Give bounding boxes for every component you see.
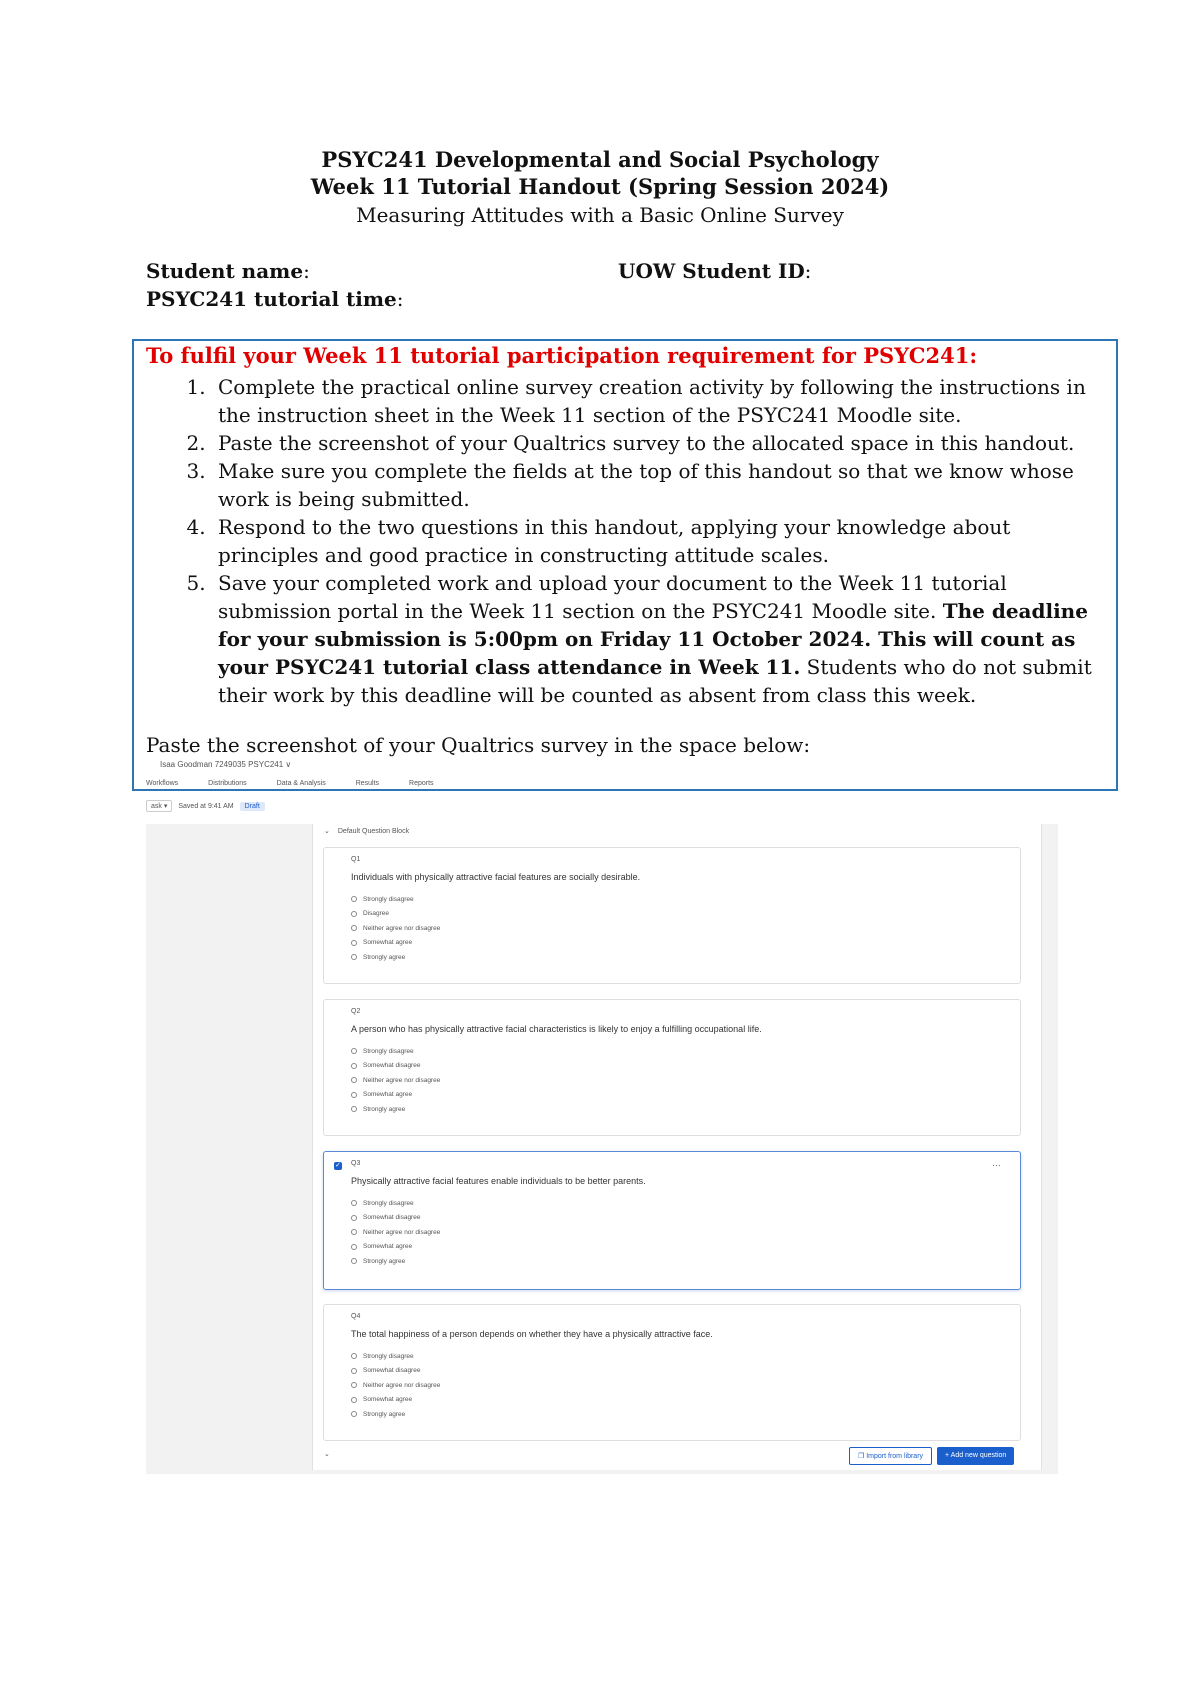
instruction-list [146,373,1102,709]
survey-nav-tabs [146,780,434,787]
import-button-label: Import from library [866,1453,924,1460]
choice-item[interactable] [351,1044,440,1059]
deadline-text: The deadline for your submission is 5:00pm on Friday 11 October 2024. This will count as your PSYC241 tutorial class attendance in Week 11. [218,599,1088,679]
saved-status: Saved at 9:41 AM [178,802,234,810]
question-number: Q3 [351,1160,361,1167]
radio-icon[interactable] [351,911,357,917]
choice-item[interactable] [351,1364,440,1379]
choice-item[interactable] [351,892,440,907]
tutorial-time-field [146,287,404,311]
choice-label: Somewhat disagree [363,1214,421,1222]
choice-label: Neither agree nor disagree [363,924,441,932]
instruction-item [212,569,1102,709]
choice-item[interactable] [351,1349,440,1364]
choice-label: Somewhat agree [363,1243,413,1251]
instruction-title: To fulfil your Week 11 tutorial participation requirement for PSYC241: [146,343,978,368]
instruction-box [132,339,1118,791]
choice-item[interactable] [351,1102,440,1117]
radio-icon[interactable] [351,1092,357,1098]
instruction-item: 3. Make sure you complete the fields at the top of this handout so that we know whose work is being submitted. [212,457,1102,513]
choice-list [351,892,440,965]
choice-label: Strongly agree [363,1410,406,1418]
choice-label: Somewhat agree [363,1091,413,1099]
choice-item[interactable] [351,1211,440,1226]
choice-label: Strongly disagree [363,895,414,903]
instruction-item: 4. Respond to the two questions in this handout, applying your knowledge about principles and good practice in constructing attitude scales. [212,513,1102,569]
radio-icon[interactable] [351,1215,357,1221]
choice-label: Strongly disagree [363,1047,414,1055]
choice-item[interactable] [351,936,440,951]
add-new-question-button[interactable]: + Add new question [937,1447,1014,1465]
question-card-q1[interactable] [323,847,1021,984]
more-options-icon[interactable]: … [992,1158,1002,1168]
choice-label: Strongly agree [363,953,406,961]
library-icon: ❐ [858,1453,865,1460]
choice-item[interactable] [351,921,440,936]
choice-list [351,1349,440,1422]
choice-item[interactable] [351,1407,440,1422]
choice-item[interactable] [351,1393,440,1408]
block-header[interactable] [324,827,409,835]
choice-label: Strongly disagree [363,1352,414,1360]
handout-subtitle: Measuring Attitudes with a Basic Online Survey [356,203,844,227]
choice-label: Neither agree nor disagree [363,1381,441,1389]
choice-label: Somewhat agree [363,1396,413,1404]
choice-label: Strongly agree [363,1257,406,1265]
choice-label: Disagree [363,910,390,918]
collapse-icon[interactable]: ⌄ [324,828,330,835]
radio-icon[interactable] [351,1229,357,1235]
radio-icon[interactable] [351,1200,357,1206]
choice-label: Somewhat agree [363,939,413,947]
choice-label: Somewhat disagree [363,1062,421,1070]
radio-icon[interactable] [351,1244,357,1250]
radio-icon[interactable] [351,1077,357,1083]
choice-label: Somewhat disagree [363,1367,421,1375]
question-number: Q2 [351,1008,361,1015]
radio-icon[interactable] [351,1063,357,1069]
choice-item[interactable] [351,1254,440,1269]
paste-prompt: Paste the screenshot of your Qualtrics survey in the space below: [146,733,811,757]
question-text[interactable]: Individuals with physically attractive facial features are socially desirable. [351,872,641,882]
back-dropdown[interactable] [146,800,172,812]
block-name: Default Question Block [337,827,410,835]
survey-toolbar [146,800,265,812]
chevron-down-icon: ▾ [163,803,168,810]
student-name-label: Student name [146,259,304,283]
nav-tab-distributions[interactable]: Distributions [208,780,247,787]
student-id-colon: : [804,259,812,283]
choice-item[interactable] [351,950,440,965]
question-number: Q1 [351,856,361,863]
question-card-q2[interactable] [323,999,1021,1136]
instruction-item-5-text: Save your completed work and upload your document to the Week 11 tutorial submission portal in the Week 11 section on the PSYC241 Moodle site. [218,571,1007,623]
course-title: PSYC241 Developmental and Social Psychology [321,147,879,172]
choice-item[interactable] [351,1088,440,1103]
radio-icon[interactable] [351,1048,357,1054]
choice-label: Neither agree nor disagree [363,1076,441,1084]
student-id-label: UOW Student ID [618,259,805,283]
choice-item[interactable] [351,1225,440,1240]
nav-tab-data-analysis[interactable]: Data & Analysis [276,780,326,787]
choice-item[interactable] [351,1073,440,1088]
checkbox-checked-icon[interactable]: ✓ [335,1162,341,1169]
instruction-item: 1. Complete the practical online survey creation activity by following the instructions in the instruction sheet in the Week 11 section of the PSYC241 Moodle site. [212,373,1102,429]
radio-icon[interactable] [351,1411,357,1417]
question-number: Q4 [351,1313,361,1320]
radio-icon[interactable] [351,1368,357,1374]
collapse-block-icon[interactable]: ⌄ [324,1451,330,1458]
draft-badge: Draft [240,802,265,811]
student-id-field [618,259,811,283]
instruction-item-5-note: Students who do not submit their work by this deadline will be counted as absent from class this week. [218,655,1092,707]
student-name-colon: : [303,259,310,283]
radio-icon[interactable] [351,1353,357,1359]
student-name-field [146,259,310,283]
project-name: Isaa Goodman 7249035 PSYC241 ∨ [160,760,292,769]
import-from-library-button[interactable] [849,1447,932,1465]
radio-icon[interactable] [351,1397,357,1403]
choice-item[interactable] [351,1196,440,1211]
choice-item[interactable] [351,907,440,922]
choice-list [351,1196,440,1269]
question-text[interactable]: Physically attractive facial features enable individuals to be better parents. [351,1176,646,1186]
radio-icon[interactable] [351,940,357,946]
radio-icon[interactable] [351,954,357,960]
choice-label: Neither agree nor disagree [363,1228,441,1236]
nav-tab-results[interactable]: Results [355,780,380,787]
radio-icon[interactable] [351,896,357,902]
choice-label: Strongly disagree [363,1199,414,1207]
question-text[interactable]: The total happiness of a person depends on whether they have a physically attractive face. [351,1329,713,1339]
instruction-item: 2. Paste the screenshot of your Qualtrics survey to the allocated space in this handout. [212,429,1102,457]
radio-icon[interactable] [351,1382,357,1388]
choice-item[interactable] [351,1240,440,1255]
choice-item[interactable] [351,1059,440,1074]
back-label: ask [151,803,162,810]
radio-icon[interactable] [351,1258,357,1264]
tutorial-time-colon: : [396,287,404,311]
nav-tab-workflows[interactable]: Workflows [146,780,179,787]
question-card-q3[interactable] [323,1151,1021,1290]
nav-tab-reports[interactable]: Reports [409,780,434,787]
radio-icon[interactable] [351,925,357,931]
radio-icon[interactable] [351,1106,357,1112]
handout-title: Week 11 Tutorial Handout (Spring Session 2024) [310,174,890,199]
question-text[interactable]: A person who has physically attractive facial characteristics is likely to enjoy a fulfilling occupational life. [351,1024,762,1034]
choice-item[interactable] [351,1378,440,1393]
question-card-q4[interactable] [323,1304,1021,1441]
tutorial-time-label: PSYC241 tutorial time [146,287,397,311]
choice-label: Strongly agree [363,1105,406,1113]
choice-list [351,1044,440,1117]
